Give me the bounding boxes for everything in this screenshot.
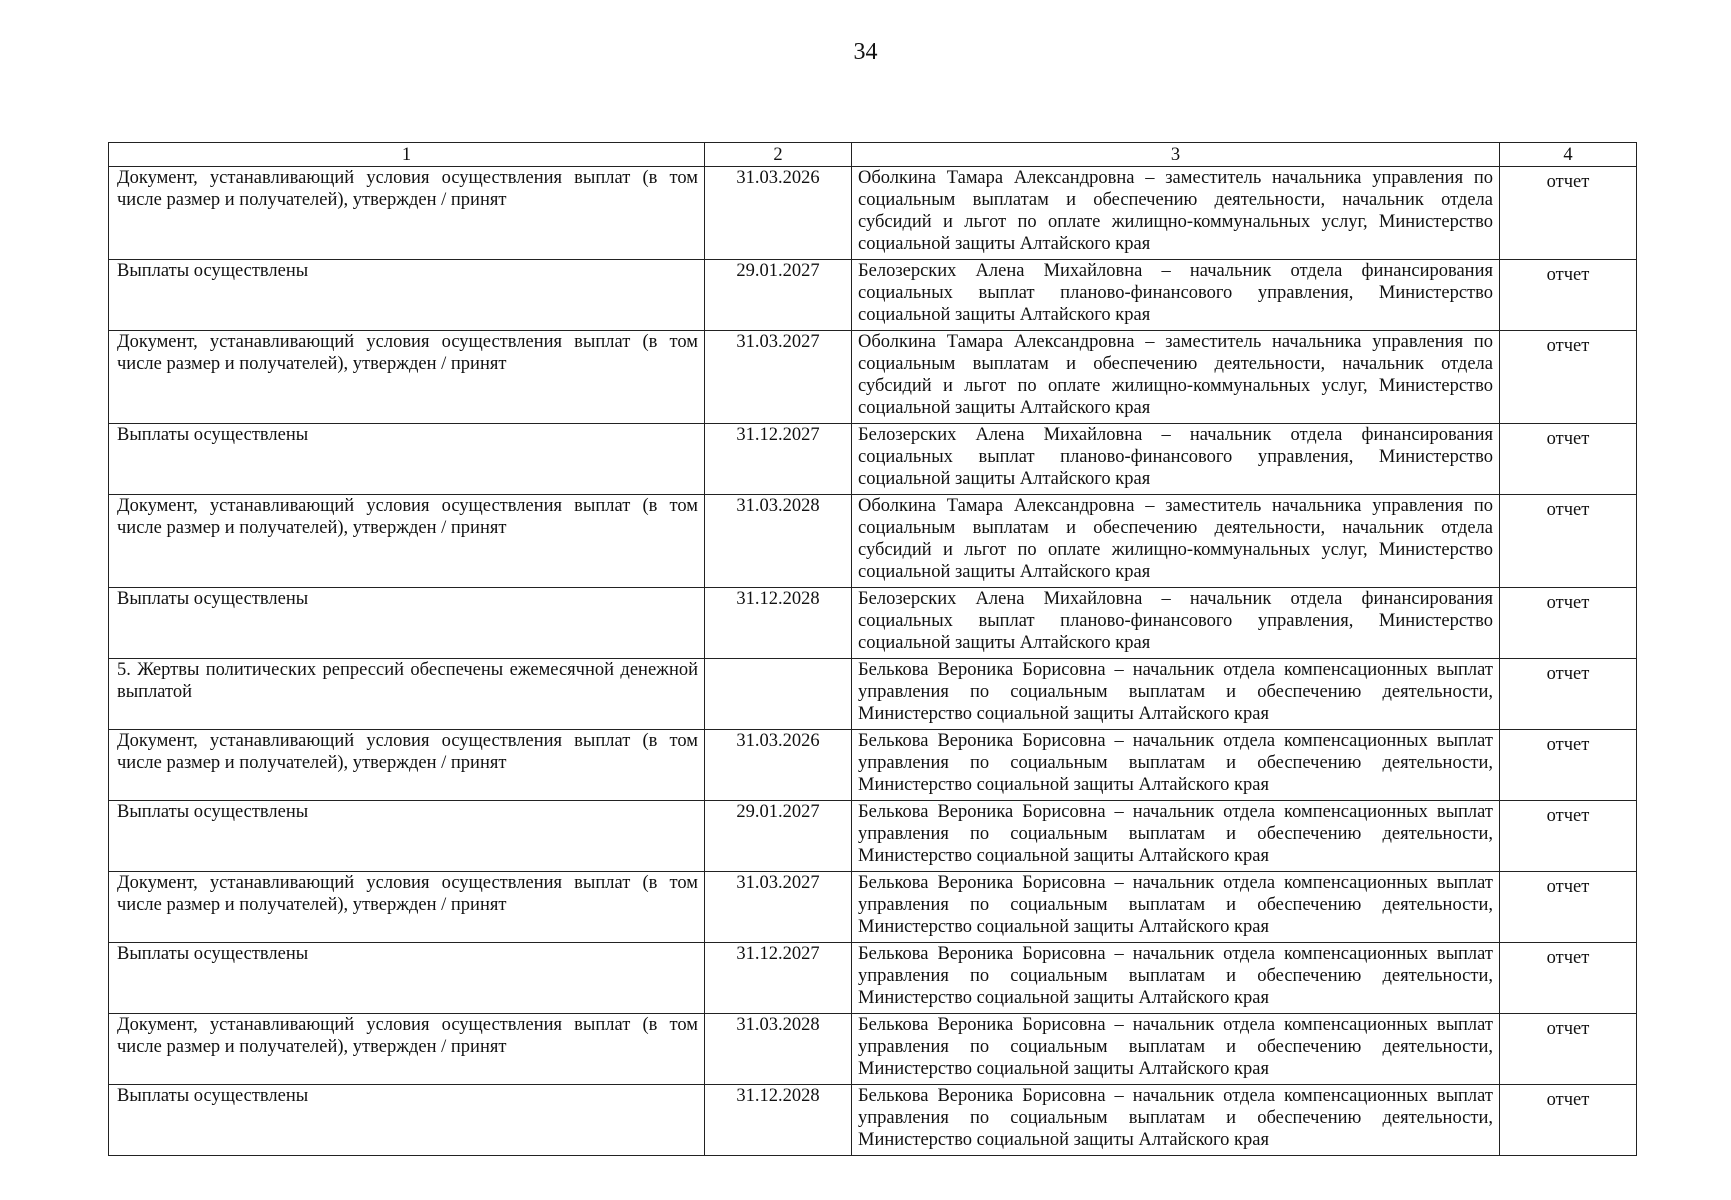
document-cell: отчет bbox=[1500, 1014, 1637, 1085]
document-cell: отчет bbox=[1500, 167, 1637, 260]
schedule-table bbox=[108, 142, 1637, 1156]
result-cell: Документ, устанавливающий условия осуществления выплат (в том числе размер и получателей), утвержден / принят bbox=[109, 730, 705, 801]
responsible-cell: Оболкина Тамара Александровна – заместитель начальника управления по социальным выплатам и обеспечению деятельности, начальник отдела субсидий и льгот по оплате жилищно-коммунальных услуг, Министерство социальной защиты Алтайского края bbox=[852, 331, 1500, 424]
table-row bbox=[109, 801, 1637, 872]
column-header-3: 3 bbox=[852, 143, 1500, 167]
responsible-cell: Белькова Вероника Борисовна – начальник отдела компенсационных выплат управления по социальным выплатам и обеспечению деятельности, Министерство социальной защиты Алтайского края bbox=[852, 943, 1500, 1014]
date-cell: 31.12.2028 bbox=[705, 1085, 852, 1156]
header-row bbox=[109, 143, 1637, 167]
table-row bbox=[109, 588, 1637, 659]
date-cell: 31.12.2027 bbox=[705, 424, 852, 495]
document-cell: отчет bbox=[1500, 260, 1637, 331]
date-cell: 31.03.2027 bbox=[705, 872, 852, 943]
date-cell: 31.03.2026 bbox=[705, 730, 852, 801]
date-cell: 29.01.2027 bbox=[705, 801, 852, 872]
table-row bbox=[109, 495, 1637, 588]
column-header-2: 2 bbox=[705, 143, 852, 167]
table-row bbox=[109, 943, 1637, 1014]
date-cell: 31.03.2028 bbox=[705, 495, 852, 588]
responsible-cell: Белозерских Алена Михайловна – начальник отдела финансирования социальных выплат планово-финансового управления, Министерство социальной защиты Алтайского края bbox=[852, 588, 1500, 659]
table-row bbox=[109, 424, 1637, 495]
table-row bbox=[109, 1014, 1637, 1085]
date-cell: 31.03.2028 bbox=[705, 1014, 852, 1085]
document-cell: отчет bbox=[1500, 730, 1637, 801]
page-number: 34 bbox=[853, 39, 878, 65]
date-cell bbox=[705, 659, 852, 730]
date-cell: 29.01.2027 bbox=[705, 260, 852, 331]
result-cell: Выплаты осуществлены bbox=[109, 1085, 705, 1156]
document-cell: отчет bbox=[1500, 943, 1637, 1014]
table-header bbox=[109, 143, 1637, 167]
responsible-cell: Оболкина Тамара Александровна – заместитель начальника управления по социальным выплатам и обеспечению деятельности, начальник отдела субсидий и льгот по оплате жилищно-коммунальных услуг, Министерство социальной защиты Алтайского края bbox=[852, 495, 1500, 588]
document-cell: отчет bbox=[1500, 659, 1637, 730]
document-cell: отчет bbox=[1500, 872, 1637, 943]
document-cell: отчет bbox=[1500, 424, 1637, 495]
table-row bbox=[109, 872, 1637, 943]
responsible-cell: Белькова Вероника Борисовна – начальник отдела компенсационных выплат управления по социальным выплатам и обеспечению деятельности, Министерство социальной защиты Алтайского края bbox=[852, 1014, 1500, 1085]
responsible-cell: Белькова Вероника Борисовна – начальник отдела компенсационных выплат управления по социальным выплатам и обеспечению деятельности, Министерство социальной защиты Алтайского края bbox=[852, 1085, 1500, 1156]
responsible-cell: Белозерских Алена Михайловна – начальник отдела финансирования социальных выплат планово-финансового управления, Министерство социальной защиты Алтайского края bbox=[852, 424, 1500, 495]
responsible-cell: Белькова Вероника Борисовна – начальник отдела компенсационных выплат управления по социальным выплатам и обеспечению деятельности, Министерство социальной защиты Алтайского края bbox=[852, 659, 1500, 730]
column-header-4: 4 bbox=[1500, 143, 1637, 167]
responsible-cell: Белькова Вероника Борисовна – начальник отдела компенсационных выплат управления по социальным выплатам и обеспечению деятельности, Министерство социальной защиты Алтайского края bbox=[852, 872, 1500, 943]
result-cell: Выплаты осуществлены bbox=[109, 424, 705, 495]
table-row bbox=[109, 1085, 1637, 1156]
result-cell: Выплаты осуществлены bbox=[109, 801, 705, 872]
column-header-1: 1 bbox=[109, 143, 705, 167]
responsible-cell: Белькова Вероника Борисовна – начальник отдела компенсационных выплат управления по социальным выплатам и обеспечению деятельности, Министерство социальной защиты Алтайского края bbox=[852, 801, 1500, 872]
date-cell: 31.03.2027 bbox=[705, 331, 852, 424]
result-cell: Документ, устанавливающий условия осуществления выплат (в том числе размер и получателей), утвержден / принят bbox=[109, 167, 705, 260]
result-cell: Документ, устанавливающий условия осуществления выплат (в том числе размер и получателей), утвержден / принят bbox=[109, 1014, 705, 1085]
date-cell: 31.12.2028 bbox=[705, 588, 852, 659]
date-cell: 31.12.2027 bbox=[705, 943, 852, 1014]
result-cell: Выплаты осуществлены bbox=[109, 943, 705, 1014]
document-cell: отчет bbox=[1500, 801, 1637, 872]
date-cell: 31.03.2026 bbox=[705, 167, 852, 260]
result-cell: 5. Жертвы политических репрессий обеспечены ежемесячной денежной выплатой bbox=[109, 659, 705, 730]
result-cell: Документ, устанавливающий условия осуществления выплат (в том числе размер и получателей), утвержден / принят bbox=[109, 872, 705, 943]
table-row bbox=[109, 730, 1637, 801]
result-cell: Документ, устанавливающий условия осуществления выплат (в том числе размер и получателей), утвержден / принят bbox=[109, 331, 705, 424]
table-row bbox=[109, 331, 1637, 424]
result-cell: Выплаты осуществлены bbox=[109, 260, 705, 331]
result-cell: Выплаты осуществлены bbox=[109, 588, 705, 659]
responsible-cell: Белозерских Алена Михайловна – начальник отдела финансирования социальных выплат планово-финансового управления, Министерство социальной защиты Алтайского края bbox=[852, 260, 1500, 331]
document-cell: отчет bbox=[1500, 1085, 1637, 1156]
table-row bbox=[109, 260, 1637, 331]
responsible-cell: Белькова Вероника Борисовна – начальник отдела компенсационных выплат управления по социальным выплатам и обеспечению деятельности, Министерство социальной защиты Алтайского края bbox=[852, 730, 1500, 801]
table-row bbox=[109, 659, 1637, 730]
table-body bbox=[109, 167, 1637, 1156]
document-cell: отчет bbox=[1500, 331, 1637, 424]
document-cell: отчет bbox=[1500, 588, 1637, 659]
table-row bbox=[109, 167, 1637, 260]
document-cell: отчет bbox=[1500, 495, 1637, 588]
responsible-cell: Оболкина Тамара Александровна – заместитель начальника управления по социальным выплатам и обеспечению деятельности, начальник отдела субсидий и льгот по оплате жилищно-коммунальных услуг, Министерство социальной защиты Алтайского края bbox=[852, 167, 1500, 260]
result-cell: Документ, устанавливающий условия осуществления выплат (в том числе размер и получателей), утвержден / принят bbox=[109, 495, 705, 588]
